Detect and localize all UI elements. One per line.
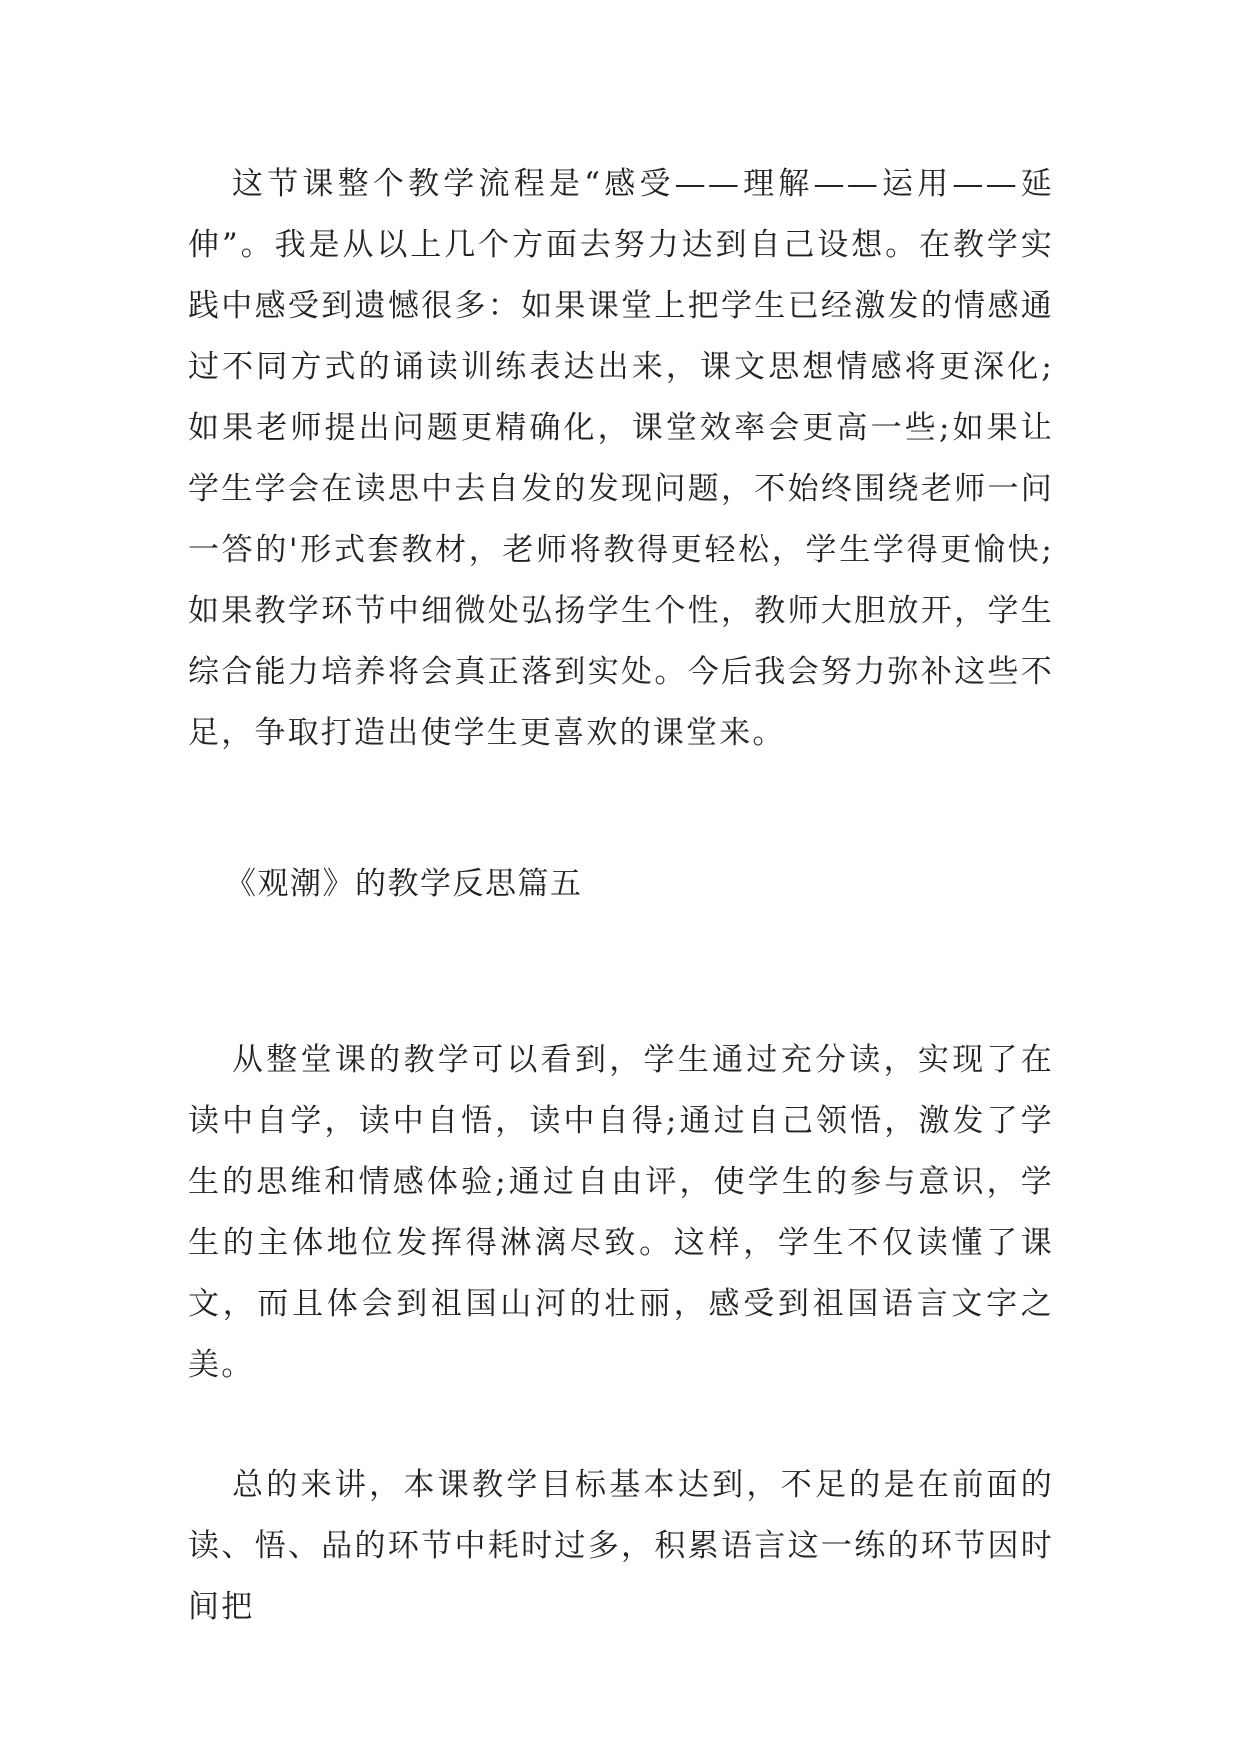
paragraph-summary: 总的来讲，本课教学目标基本达到，不足的是在前面的读、悟、品的环节中耗时过多，积累语言这一练的环节因时间把 (188, 1467, 1054, 1625)
paragraph-reflection-five-body: 从整堂课的教学可以看到，学生通过充分读，实现了在读中自学，读中自悟，读中自得;通过自己领悟，激发了学生的思维和情感体验;通过自由评，使学生的参与意识，学生的主体地位发挥得淋漓尽致。这样，学生不仅读懂了课文，而且体会到祖国山河的壮丽，感受到祖国语言文字之美。 (188, 1042, 1054, 1383)
paragraph-reflection-four: 这节课整个教学流程是“感受——理解——运用——延伸”。我是从以上几个方面去努力达到自己设想。在教学实践中感受到遗憾很多：如果课堂上把学生已经激发的情感通过不同方式的诵读训练表达出来，课文思想情感将更深化;如果老师提出问题更精确化，课堂效率会更高一些;如果让学生学会在读思中去自发的发现问题，不始终围绕老师一问一答的'形式套教材，老师将教得更轻松，学生学得更愉快;如果教学环节中细微处弘扬学生个性，教师大胆放开，学生综合能力培养将会真正落到实处。今后我会努力弥补这些不足，争取打造出使学生更喜欢的课堂来。 (188, 166, 1054, 751)
section-heading: 《观潮》的教学反思篇五 (225, 866, 583, 902)
